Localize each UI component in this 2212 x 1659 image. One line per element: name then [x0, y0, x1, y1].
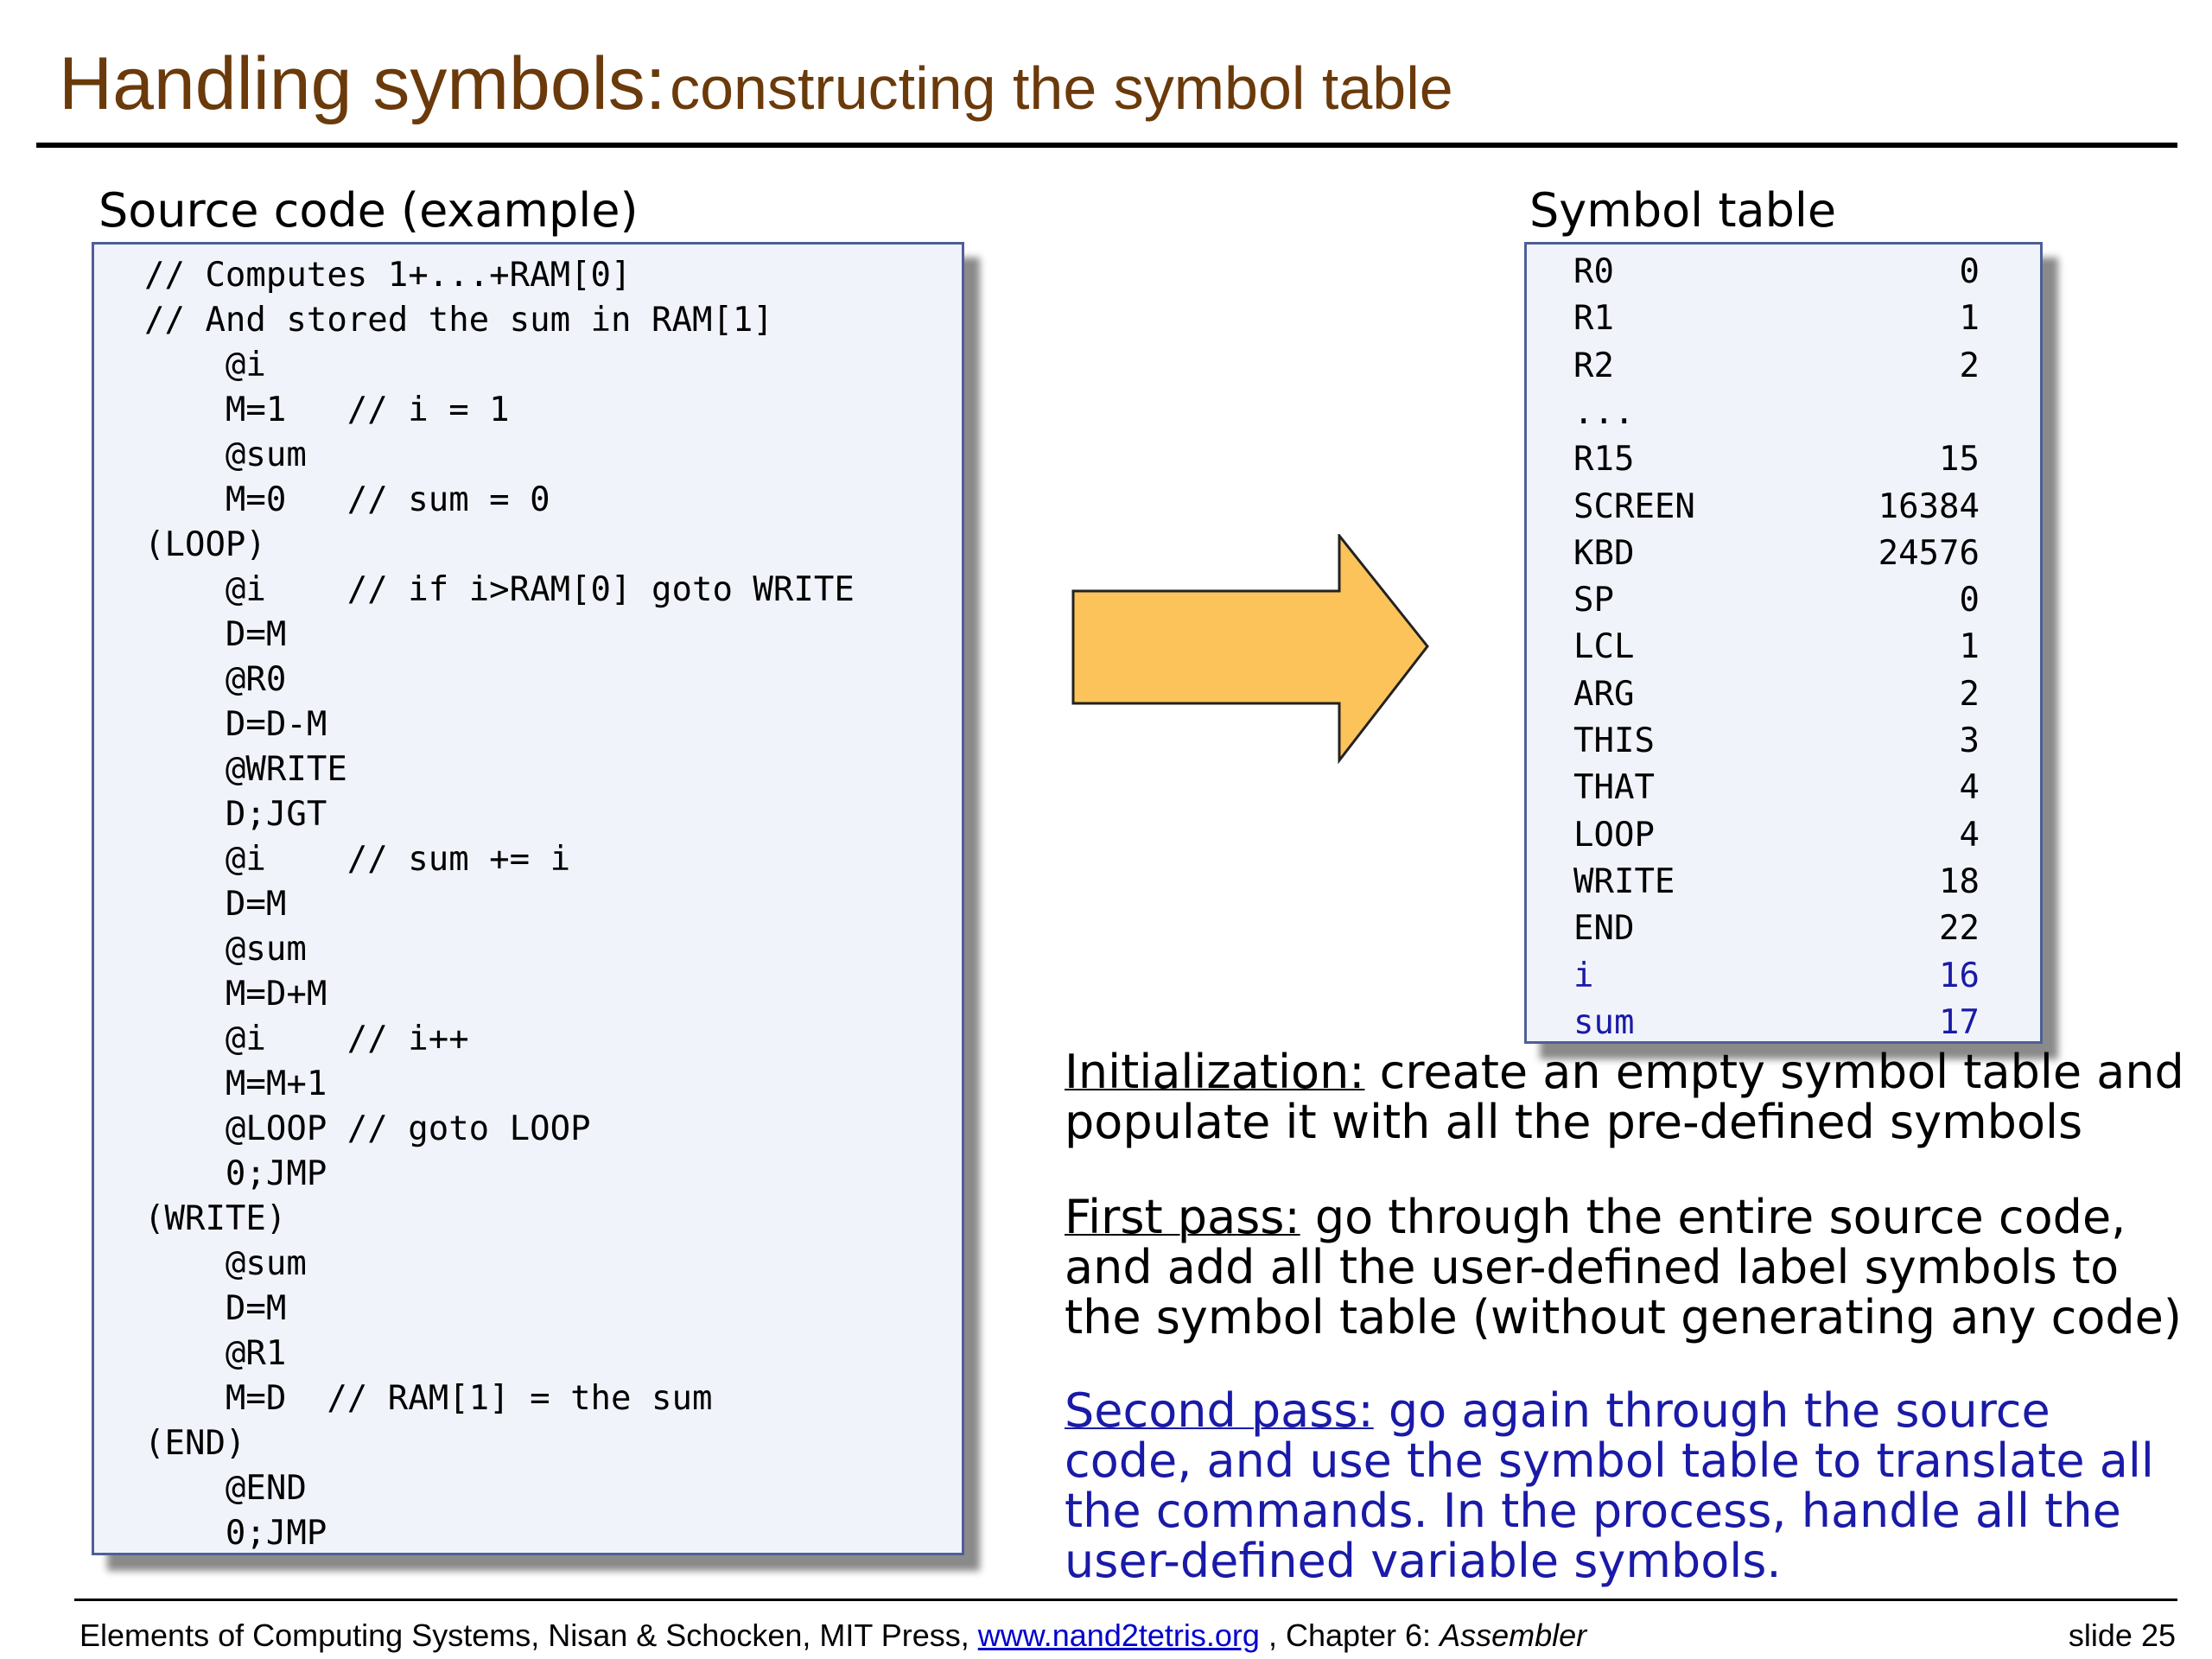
- code-line: 0;JMP: [144, 1154, 327, 1193]
- code-line: (LOOP): [144, 525, 266, 564]
- footer-chapter-prefix: , Chapter 6:: [1268, 1618, 1432, 1653]
- symbol-name: ...: [1573, 392, 1635, 432]
- symbol-value: 1: [1959, 627, 1980, 667]
- symbol-table-row: [1527, 624, 2040, 671]
- code-line: D=M: [144, 885, 287, 924]
- code-line: @i // if i>RAM[0] goto WRITE: [144, 570, 855, 609]
- code-line: // And stored the sum in RAM[1]: [144, 301, 773, 340]
- symbol-value: 22: [1939, 909, 1980, 949]
- symbol-value: 4: [1959, 815, 1980, 855]
- code-line: M=0 // sum = 0: [144, 480, 550, 519]
- symbol-value: 3: [1959, 721, 1980, 760]
- title-divider: [36, 143, 2177, 148]
- symbol-table-row: [1527, 953, 2040, 1000]
- symbol-table-row: [1527, 390, 2040, 436]
- initialization-heading: Initialization:: [1065, 1045, 1365, 1099]
- code-line: @i: [144, 346, 266, 385]
- code-line: @sum: [144, 930, 307, 969]
- symbol-name: KBD: [1573, 533, 1635, 573]
- symbol-table-row: [1527, 249, 2040, 296]
- symbol-value: 17: [1939, 1002, 1980, 1042]
- symbol-name: LOOP: [1573, 815, 1655, 855]
- slide-title-sub: constructing the symbol table: [670, 54, 1453, 122]
- symbol-value: 1: [1959, 299, 1980, 339]
- symbol-value: 2: [1959, 346, 1980, 385]
- symbol-name: END: [1573, 909, 1635, 949]
- code-line: M=D+M: [144, 975, 327, 1014]
- code-line: (WRITE): [144, 1199, 287, 1238]
- code-line: M=M+1: [144, 1065, 327, 1103]
- footer-divider: [74, 1599, 2177, 1601]
- first-pass-text: [1065, 1192, 2188, 1343]
- symbol-table-label: Symbol table: [1529, 183, 1837, 238]
- symbol-table-row: [1527, 436, 2040, 483]
- slide-title-main: Handling symbols:: [59, 42, 666, 125]
- symbol-table-row: [1527, 343, 2040, 390]
- symbol-name: THAT: [1573, 768, 1655, 808]
- symbol-name: SP: [1573, 581, 1614, 620]
- symbol-name: R15: [1573, 440, 1635, 480]
- symbol-table-box: [1524, 242, 2043, 1044]
- initialization-body: create an empty symbol table and populate it with all the pre-defined symbols: [1065, 1045, 2184, 1149]
- symbol-table-row: [1527, 671, 2040, 718]
- footer-text: Elements of Computing Systems, Nisan & Schocken, MIT Press,: [79, 1618, 969, 1653]
- symbol-value: 0: [1959, 581, 1980, 620]
- arrow-right-icon: [1071, 534, 1452, 767]
- second-pass-heading: Second pass:: [1065, 1383, 1374, 1438]
- code-line: D=M: [144, 1289, 287, 1328]
- symbol-name: sum: [1573, 1002, 1635, 1042]
- code-line: @i // sum += i: [144, 840, 571, 879]
- symbol-table-row: [1527, 812, 2040, 859]
- symbol-table-row: [1527, 484, 2040, 531]
- symbol-table-row: [1527, 906, 2040, 952]
- symbol-table-row: [1527, 577, 2040, 624]
- symbol-name: SCREEN: [1573, 486, 1695, 526]
- source-code-box: [92, 242, 964, 1555]
- code-line: M=1 // i = 1: [144, 391, 510, 429]
- footer: [79, 1618, 1586, 1654]
- symbol-table-row: [1527, 718, 2040, 765]
- symbol-value: 24576: [1878, 533, 1980, 573]
- symbol-value: 15: [1939, 440, 1980, 480]
- symbol-name: i: [1573, 956, 1594, 995]
- symbol-name: ARG: [1573, 674, 1635, 714]
- footer-chapter: Assembler: [1440, 1618, 1587, 1653]
- code-line: @i // i++: [144, 1020, 469, 1058]
- second-pass-body: go again through the source code, and use the symbol table to translate all the commands. In the process, handle all the user-defined variable symbols.: [1065, 1383, 2154, 1588]
- source-code-label: Source code (example): [99, 183, 639, 238]
- symbol-name: LCL: [1573, 627, 1635, 667]
- symbol-value: 16384: [1878, 486, 1980, 526]
- symbol-table-row: [1527, 296, 2040, 342]
- footer-link[interactable]: www.nand2tetris.org: [977, 1618, 1260, 1653]
- code-line: @sum: [144, 1244, 307, 1283]
- code-line: 0;JMP: [144, 1514, 327, 1553]
- symbol-table-row: [1527, 859, 2040, 906]
- second-pass-text: [1065, 1383, 2188, 1588]
- code-line: @R0: [144, 660, 287, 699]
- symbol-value: 18: [1939, 861, 1980, 901]
- code-line: (END): [144, 1424, 246, 1463]
- code-line: @sum: [144, 435, 307, 474]
- code-line: @R1: [144, 1334, 287, 1373]
- symbol-table-row: [1527, 765, 2040, 811]
- symbol-name: WRITE: [1573, 861, 1675, 901]
- symbol-value: 4: [1959, 768, 1980, 808]
- slide-title: [59, 41, 1453, 127]
- code-line: // Computes 1+...+RAM[0]: [144, 256, 632, 295]
- first-pass-heading: First pass:: [1065, 1190, 1300, 1244]
- code-line: D=M: [144, 615, 287, 654]
- first-pass-body: go through the entire source code, and add all the user-defined label symbols to the symbol table (without generating any code): [1065, 1190, 2182, 1344]
- code-line: @END: [144, 1469, 307, 1508]
- symbol-name: R0: [1573, 252, 1614, 291]
- symbol-value: 0: [1959, 252, 1980, 291]
- symbol-value: 16: [1939, 956, 1980, 995]
- symbol-table-row: [1527, 531, 2040, 577]
- slide-number: slide 25: [2068, 1618, 2176, 1653]
- code-line: @WRITE: [144, 750, 347, 789]
- symbol-name: THIS: [1573, 721, 1655, 760]
- symbol-table-row: [1527, 1000, 2040, 1046]
- code-line: M=D // RAM[1] = the sum: [144, 1379, 713, 1418]
- symbol-name: R1: [1573, 299, 1614, 339]
- code-line: @LOOP // goto LOOP: [144, 1109, 591, 1148]
- symbol-value: 2: [1959, 674, 1980, 714]
- code-line: D=D-M: [144, 705, 327, 744]
- symbol-name: R2: [1573, 346, 1614, 385]
- initialization-text: [1065, 1047, 2188, 1147]
- code-line: D;JGT: [144, 795, 327, 834]
